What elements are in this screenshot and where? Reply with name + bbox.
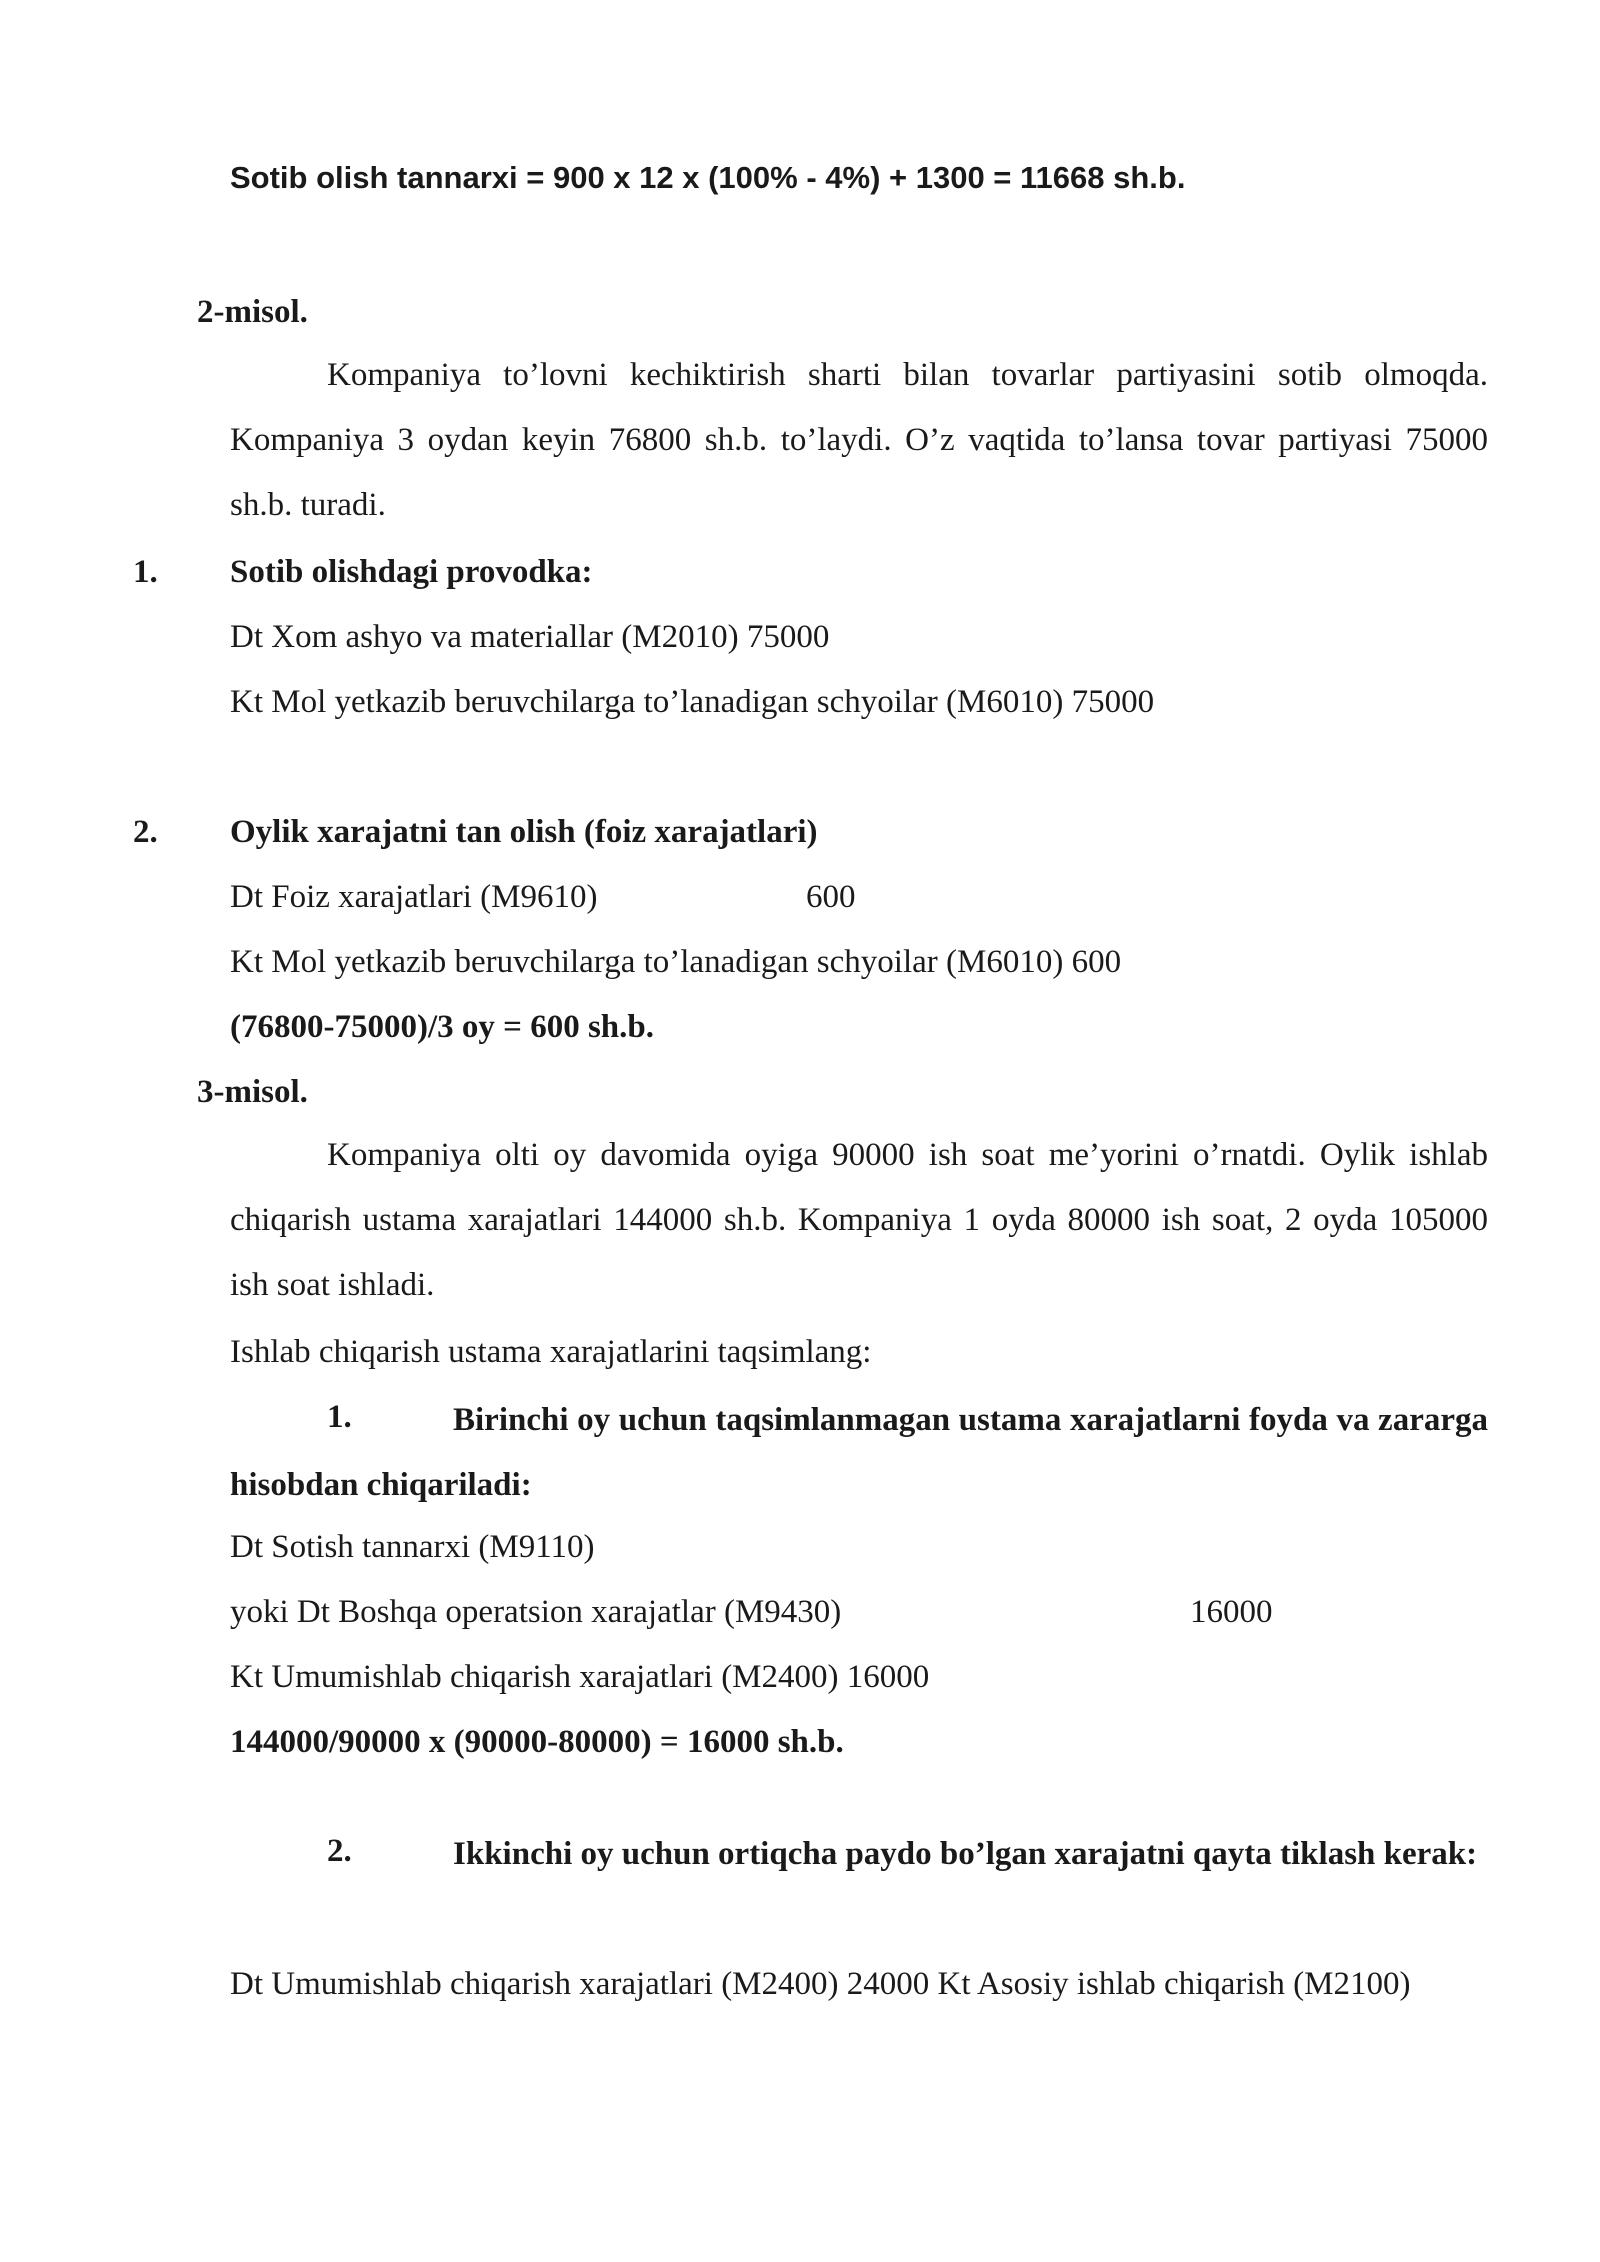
example-3-step-2-number: 2. <box>327 1833 352 1869</box>
example-2-intro: Kompaniya to’lovni kechiktirish sharti bilan tovarlar partiyasini sotib olmoqda. Kompaniya 3 oydan keyin 76800 sh.b. to’laydi. O’z vaqtida to’lansa tovar partiyasi 75000 sh.b. turadi. <box>230 357 1488 523</box>
example-2-heading: 2-misol. <box>197 294 308 330</box>
example-3-step-1-calculation: 144000/90000 x (90000-80000) = 16000 sh.b. <box>230 1724 844 1760</box>
example-3-step-2-title: Ikkinchi oy uchun ortiqcha paydo bo’lgan xarajatni qayta tiklash kerak: <box>453 1836 1478 1872</box>
example-2-step-2-credit: Kt Mol yetkazib beruvchilarga to’lanadigan schyoilar (M6010) 600 <box>230 944 1122 980</box>
example-2-step-2-debit-label: Dt Foiz xarajatlari (M9610) <box>230 879 598 915</box>
example-2-step-1-debit: Dt Xom ashyo va materiallar (M2010) 75000 <box>230 619 830 655</box>
example-2-step-2-calculation: (76800-75000)/3 oy = 600 sh.b. <box>230 1009 654 1045</box>
purchase-cost-formula: Sotib olish tannarxi = 900 x 12 x (100% - 4%) + 1300 = 11668 sh.b. <box>230 160 1186 195</box>
example-3-step-2-entry: Dt Umumishlab chiqarish xarajatlari (M2400) 24000 Kt Asosiy ishlab chiqarish (M2100) <box>230 1966 1411 2002</box>
example-2-step-2-debit-amount: 600 <box>806 879 856 915</box>
example-2-step-1-title: Sotib olishdagi provodka: <box>230 554 593 590</box>
example-3-step-1-debit-alt-label: yoki Dt Boshqa operatsion xarajatlar (M9430) <box>230 1594 842 1630</box>
example-2-step-2-number: 2. <box>133 814 158 850</box>
example-3-step-1-debit-alt-amount: 16000 <box>1190 1594 1273 1630</box>
example-3-step-1-title: Birinchi oy uchun taqsimlanmagan ustama xarajatlarni foyda va zararga hisobdan chiqariladi: <box>230 1402 1488 1503</box>
example-3-task: Ishlab chiqarish ustama xarajatlarini taqsimlang: <box>230 1334 872 1370</box>
example-3-step-1-credit: Kt Umumishlab chiqarish xarajatlari (M2400) 16000 <box>230 1659 930 1695</box>
example-3-step-1-debit: Dt Sotish tannarxi (M9110) <box>230 1529 595 1565</box>
example-2-step-2-title: Oylik xarajatni tan olish (foiz xarajatlari) <box>230 814 818 850</box>
example-2-step-1-number: 1. <box>133 554 158 590</box>
example-2-step-1-credit: Kt Mol yetkazib beruvchilarga to’lanadigan schyoilar (M6010) 75000 <box>230 684 1155 720</box>
example-3-step-1-number: 1. <box>327 1399 352 1435</box>
example-3-heading: 3-misol. <box>197 1074 308 1110</box>
example-3-intro: Kompaniya olti oy davomida oyiga 90000 ish soat me’yorini o’rnatdi. Oylik ishlab chiqarish ustama xarajatlari 144000 sh.b. Kompaniya 1 oyda 80000 ish soat, 2 oyda 105000 ish soat ishladi. <box>230 1137 1488 1303</box>
